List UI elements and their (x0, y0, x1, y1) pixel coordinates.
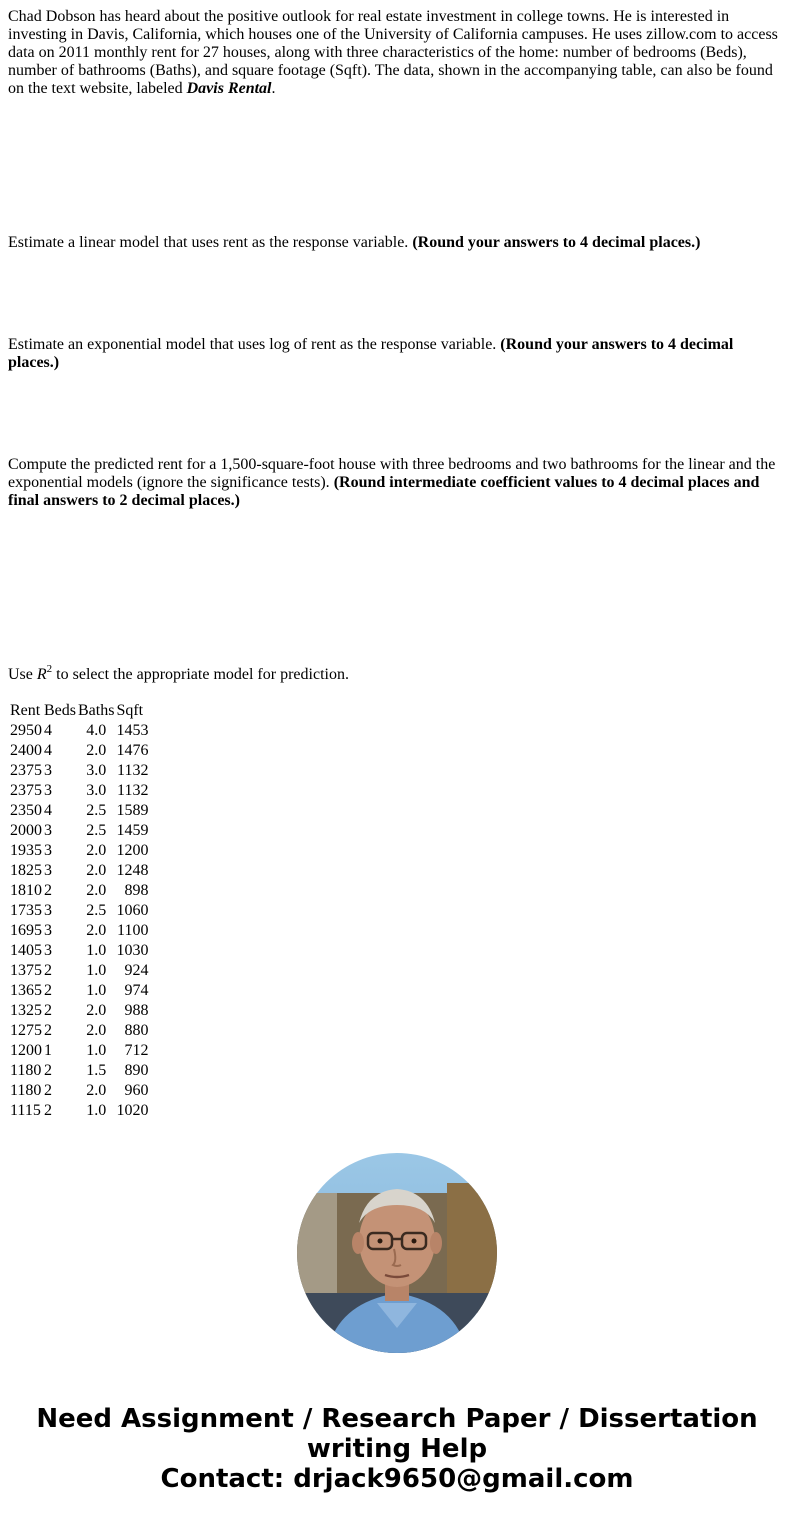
cell-baths: 1.0 (86, 1042, 107, 1059)
header-baths: Baths (78, 702, 115, 719)
cell-beds: 2 (44, 962, 52, 979)
cell-rent: 1325 (10, 1002, 42, 1019)
table-row (10, 802, 148, 820)
cell-sqft: 898 (124, 882, 149, 899)
cell-baths: 2.0 (86, 1082, 107, 1099)
cell-beds: 3 (44, 902, 52, 919)
cell-beds: 2 (44, 882, 52, 899)
table-row (10, 722, 148, 740)
table-row (10, 922, 148, 940)
cell-sqft: 1030 (116, 942, 149, 959)
cell-rent: 2400 (10, 742, 42, 759)
contact-banner (0, 1404, 794, 1494)
cell-beds: 3 (44, 762, 52, 779)
cell-rent: 1200 (10, 1042, 42, 1059)
cell-baths: 1.0 (86, 1102, 107, 1119)
cell-beds: 2 (44, 1022, 52, 1039)
cell-rent: 1180 (10, 1062, 42, 1079)
cell-sqft: 924 (124, 962, 149, 979)
cell-sqft: 880 (124, 1022, 149, 1039)
cell-sqft: 1589 (116, 802, 149, 819)
cell-sqft: 1020 (116, 1102, 149, 1119)
cell-rent: 2350 (10, 802, 42, 819)
prediction-rounding-note: (Round intermediate coefficient values to 4 decimal places and final answers to 2 decimal places.) (8, 474, 760, 509)
cell-beds: 2 (44, 1102, 52, 1119)
table-body (10, 722, 148, 1120)
r2-variable: R (36, 666, 47, 683)
cell-baths: 1.0 (86, 942, 107, 959)
cell-rent: 1405 (10, 942, 42, 959)
cell-baths: 3.0 (86, 782, 107, 799)
cell-rent: 1180 (10, 1082, 42, 1099)
table-row (10, 762, 148, 780)
header-beds: Beds (44, 702, 76, 719)
cell-beds: 4 (44, 722, 52, 739)
exponential-rounding-note: (Round your answers to 4 decimal places.) (8, 336, 734, 371)
table-row (10, 982, 148, 1000)
exponential-text: Estimate an exponential model that uses log of rent as the response variable. (8, 336, 501, 353)
author-photo (297, 1153, 497, 1353)
cell-sqft: 890 (124, 1062, 149, 1079)
table-row (10, 1042, 148, 1060)
banner-line-1: Need Assignment / Research Paper / Dissertation (36, 1404, 758, 1434)
table-row (10, 882, 148, 900)
cell-beds: 3 (44, 822, 52, 839)
portrait-image (297, 1153, 497, 1353)
cell-rent: 1375 (10, 962, 42, 979)
table-row (10, 842, 148, 860)
cell-baths: 2.5 (86, 802, 107, 819)
cell-baths: 1.0 (86, 962, 107, 979)
dataset-title: Davis Rental (186, 80, 272, 97)
cell-baths: 2.0 (86, 842, 107, 859)
linear-model-question (8, 234, 786, 252)
cell-beds: 1 (44, 1042, 52, 1059)
cell-baths: 2.0 (86, 862, 107, 879)
cell-sqft: 1459 (116, 822, 149, 839)
cell-beds: 3 (44, 782, 52, 799)
cell-rent: 2375 (10, 782, 42, 799)
cell-baths: 1.5 (86, 1062, 107, 1079)
cell-sqft: 988 (124, 1002, 149, 1019)
table-row (10, 742, 148, 760)
cell-beds: 3 (44, 922, 52, 939)
cell-beds: 4 (44, 742, 52, 759)
r2-text-after: to select the appropriate model for prediction. (52, 666, 349, 683)
r-squared-question (8, 662, 786, 684)
cell-beds: 3 (44, 862, 52, 879)
header-rent: Rent (10, 702, 41, 719)
cell-sqft: 1476 (116, 742, 149, 759)
banner-contact-line: Contact: drjack9650@gmail.com (160, 1464, 634, 1494)
cell-beds: 2 (44, 1082, 52, 1099)
table-row (10, 862, 148, 880)
header-sqft: Sqft (116, 702, 144, 719)
cell-sqft: 712 (124, 1042, 149, 1059)
cell-sqft: 1132 (117, 762, 149, 779)
table-row (10, 1022, 148, 1040)
davis-rental-table (8, 700, 150, 1122)
cell-beds: 3 (44, 842, 52, 859)
table-row (10, 1102, 148, 1120)
cell-baths: 2.0 (86, 1002, 107, 1019)
cell-sqft: 1060 (116, 902, 149, 919)
cell-baths: 2.5 (86, 902, 107, 919)
intro-text: Chad Dobson has heard about the positive outlook for real estate investment in college towns. He is interested in investing in Davis, California, which houses one of the University of California campuses. He uses zillow.com to access data on 2011 monthly rent for 27 houses, along with three characteristics of the home: number of bedrooms (Beds), number of bathrooms (Baths), and square footage (Sqft). The data, shown in the accompanying table, can also be found on the text website, labeled (8, 8, 778, 97)
banner-line-2: writing Help (306, 1434, 488, 1464)
r2-superscript: 2 (46, 662, 53, 675)
cell-beds: 2 (44, 1062, 52, 1079)
cell-baths: 4.0 (86, 722, 107, 739)
cell-rent: 2375 (10, 762, 42, 779)
table-row (10, 1082, 148, 1100)
cell-rent: 1935 (10, 842, 42, 859)
cell-sqft: 1132 (117, 782, 149, 799)
cell-baths: 2.0 (86, 882, 107, 899)
problem-intro (8, 8, 786, 98)
table-row (10, 942, 148, 960)
cell-sqft: 974 (124, 982, 149, 999)
cell-sqft: 1100 (117, 922, 149, 939)
cell-baths: 2.0 (86, 922, 107, 939)
cell-sqft: 1248 (116, 862, 149, 879)
cell-baths: 2.5 (86, 822, 107, 839)
intro-end: . (271, 80, 276, 97)
cell-rent: 1275 (10, 1022, 42, 1039)
exponential-model-question (8, 336, 786, 372)
cell-rent: 1825 (10, 862, 42, 879)
cell-rent: 1810 (10, 882, 42, 899)
cell-rent: 1695 (10, 922, 42, 939)
table-row (10, 782, 148, 800)
cell-beds: 2 (44, 1002, 52, 1019)
cell-sqft: 1200 (116, 842, 149, 859)
table-row (10, 1062, 148, 1080)
prediction-text: Compute the predicted rent for a 1,500-square-foot house with three bedrooms and two bathrooms for the linear and the exponential models (ignore the significance tests). (8, 456, 776, 491)
cell-rent: 2950 (10, 722, 42, 739)
cell-rent: 1735 (10, 902, 42, 919)
table-row (10, 902, 148, 920)
cell-baths: 2.0 (86, 742, 107, 759)
cell-beds: 3 (44, 942, 52, 959)
cell-rent: 1115 (10, 1102, 41, 1119)
linear-rounding-note: (Round your answers to 4 decimal places.) (412, 234, 701, 251)
table-row (10, 1002, 148, 1020)
prediction-question (8, 456, 786, 510)
cell-sqft: 960 (124, 1082, 149, 1099)
cell-baths: 3.0 (86, 762, 107, 779)
table-header-row (10, 702, 148, 720)
cell-baths: 1.0 (86, 982, 107, 999)
r2-text-before: Use (8, 666, 37, 683)
cell-baths: 2.0 (86, 1022, 107, 1039)
cell-rent: 2000 (10, 822, 42, 839)
cell-beds: 2 (44, 982, 52, 999)
cell-rent: 1365 (10, 982, 42, 999)
linear-text: Estimate a linear model that uses rent as the response variable. (8, 234, 413, 251)
table-row (10, 822, 148, 840)
table-row (10, 962, 148, 980)
cell-beds: 4 (44, 802, 52, 819)
cell-sqft: 1453 (116, 722, 149, 739)
